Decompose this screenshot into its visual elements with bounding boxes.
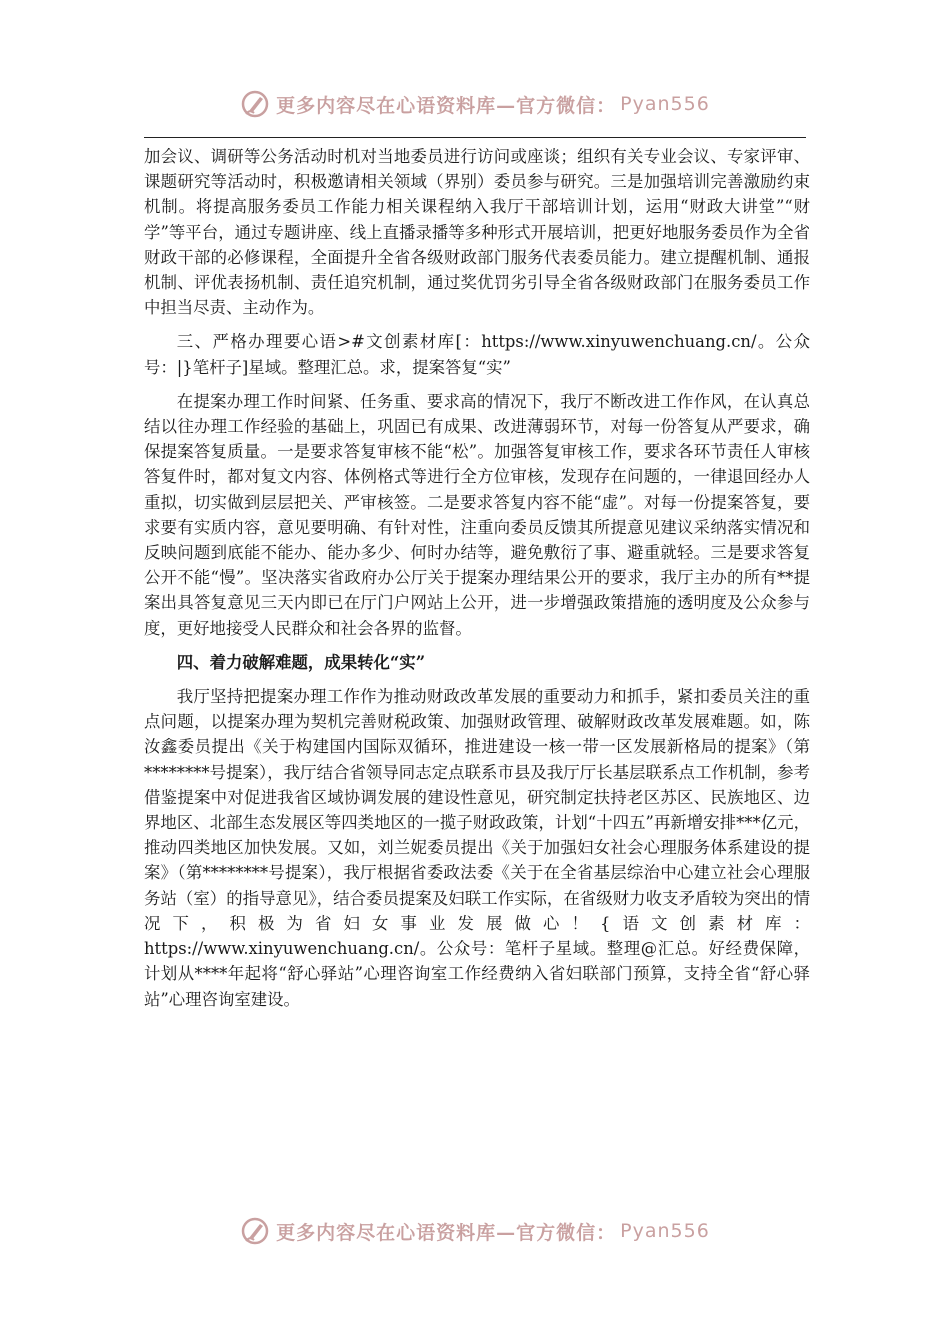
header-watermark — [0, 84, 950, 124]
watermark-wechat-id: Pyan556 — [620, 93, 710, 115]
paragraph-continuation: 加会议、调研等公务活动时机对当地委员进行访问或座谈；组织有关专业会议、专家评审、课题研究等活动时，积极邀请相关领域（界别）委员参与研究。三是加强培训完善激励约束机制。将提高服务委员工作能力相关课程纳入我厅干部培训计划，运用“财政大讲堂”“财学”等平台，通过专题讲座、线上直播录播等多种形式开展培训，把更好地服务委员作为全省财政干部的必修课程，全面提升全省各级财政部门服务代表委员能力。建立提醒机制、通报机制、评优表扬机制、责任追究机制，通过奖优罚劣引导全省各级财政部门在服务委员工作中担当尽责、主动作为。 — [144, 147, 810, 318]
document-body — [144, 144, 810, 1012]
paragraph-section-three: 在提案办理工作时间紧、任务重、要求高的情况下，我厅不断改进工作作风，在认真总结以往办理工作经验的基础上，巩固已有成果、改进薄弱环节，对每一份答复从严要求，确保提案答复质量。一是要求答复审核不能“松”。加强答复审核工作，要求各环节责任人审核答复件时，都对复文内容、体例格式等进行全方位审核，发现存在问题的，一律退回经办人重拟，切实做到层层把关、严审核签。二是要求答复内容不能“虚”。对每一份提案答复，要求要有实质内容，意见要明确、有针对性，注重向委员反馈其所提意见建议采纳落实情况和反映问题到底能不能办、能办多少、何时办结等，避免敷衍了事、避重就轻。三是要求答复公开不能“慢”。坚决落实省政府办公厅关于提案办理结果公开的要求，我厅主办的所有**提案出具答复意见三天内即已在厅门户网站上公开，进一步增强政策措施的透明度及公众参与度，更好地接受人民群众和社会各界的监督。 — [144, 391, 810, 638]
section-four-heading: 四、着力破解难题，成果转化“实” — [176, 652, 426, 672]
paragraph-section-four: 我厅坚持把提案办理工作作为推动财政改革发展的重要动力和抓手，紧扣委员关注的重点问题，以提案办理为契机完善财税政策、加强财政管理、破解财政改革发展难题。如，陈汝鑫委员提出《关于构建国内国际双循环，推进建设一核一带一区发展新格局的提案》（第********号提案），我厅结合省领导同志定点联系市县及我厅厅长基层联系点工作机制，参考借鉴提案中对促进我省区域协调发展的建设性意见，研究制定扶持老区苏区、民族地区、边界地区、北部生态发展区等四类地区的一揽子财政政策，计划“十四五”再新增安排***亿元，推动四类地区加快发展。又如，刘兰妮委员提出《关于加强妇女社会心理服务体系建设的提案》（第********号提案），我厅根据省委政法委《关于在全省基层综治中心建立社会心理服务站（室）的指导意见》，结合委员提案及妇联工作实际，在省级财力收支矛盾较为突出的情况下，积极为省妇女事业发展做心！{语文创素材库：https://www.xinyuwenchuang.cn/。公众号：笔杆子星域。整理@汇总。好经费保障，计划从****年起将“舒心驿站”心理咨询室工作经费纳入省妇联部门预算，支持全省“舒心驿站”心理咨询室建设。 — [144, 687, 810, 1009]
header-divider — [144, 137, 806, 138]
watermark-text: 更多内容尽在心语资料库—官方微信： — [276, 94, 617, 117]
pen-logo-icon — [240, 89, 270, 119]
section-three-heading: 三、严格办理要心语>#文创素材库[：https://www.xinyuwenchuang.cn/。公众号：|}笔杆子]星域。整理汇总。求，提案答复“实” — [144, 332, 810, 377]
pen-logo-icon — [240, 1216, 270, 1246]
watermark-text: 更多内容尽在心语资料库—官方微信： — [276, 1221, 617, 1244]
footer-watermark — [0, 1211, 950, 1251]
watermark-wechat-id: Pyan556 — [620, 1220, 710, 1242]
